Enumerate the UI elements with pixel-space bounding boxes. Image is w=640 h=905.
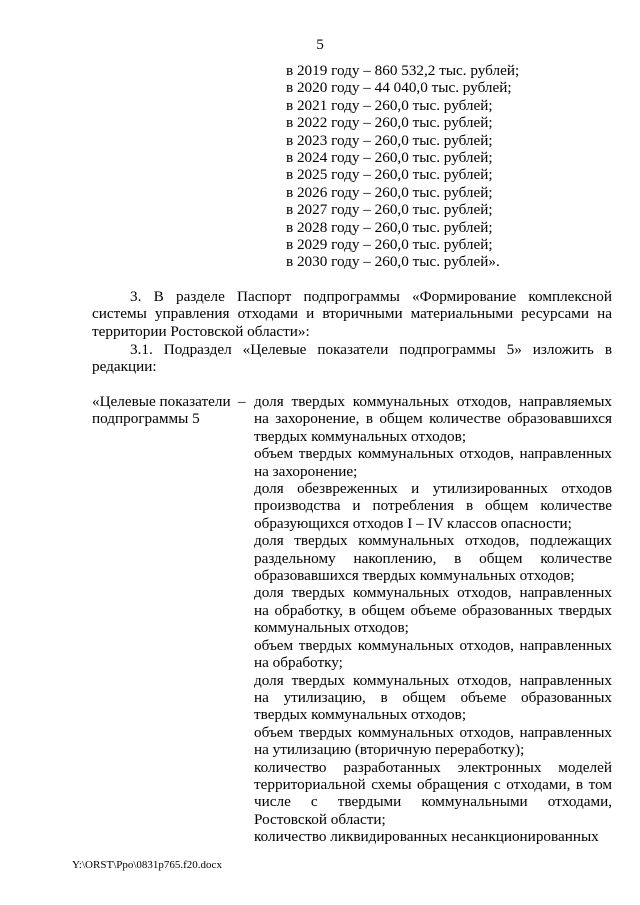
funding-line: в 2019 году – 860 532,2 тыс. рублей; (286, 62, 520, 79)
indicator-item: доля твердых коммунальных отходов, направленных на обработку, в общем объеме образованных твердых коммунальных отходов; (254, 584, 612, 637)
footer-file-path: Y:\ORST\Ppo\0831p765.f20.docx (72, 859, 222, 871)
funding-line: в 2030 году – 260,0 тыс. рублей». (286, 253, 500, 271)
indicator-item: доля обезвреженных и утилизированных отходов производства и потребления в общем количестве образующихся отходов I – IV классов опасности; (254, 480, 612, 532)
indicator-item: объем твердых коммунальных отходов, направленных на обработку; (254, 636, 612, 672)
funding-line: в 2022 году – 260,0 тыс. рублей; (286, 114, 493, 132)
funding-line: в 2021 году – 260,0 тыс. рублей; (286, 96, 493, 114)
funding-line: в 2025 году – 260,0 тыс. рублей; (286, 166, 493, 184)
funding-line: в 2023 году – 260,0 тыс. рублей; (286, 131, 493, 149)
funding-line: в 2028 году – 260,0 тыс. рублей; (286, 218, 493, 236)
page-number: 5 (316, 36, 324, 53)
indicator-item: объем твердых коммунальных отходов, направленных на утилизацию (вторичную переработку); (254, 723, 612, 759)
indicator-item: доля твердых коммунальных отходов, подлежащих раздельному накоплению, в общем количестве образовавшихся твердых коммунальных отходов; (254, 532, 612, 585)
passport-dash: – (238, 393, 246, 410)
funding-line: в 2027 году – 260,0 тыс. рублей; (286, 201, 493, 219)
indicator-item: доля твердых коммунальных отходов, направляемых на захоронение, в общем количестве образовавшихся твердых коммунальных отходов; (254, 393, 612, 445)
funding-line: в 2029 году – 260,0 тыс. рублей; (286, 235, 493, 253)
indicator-item: количество разработанных электронных моделей территориальной схемы обращения с отходами, в том числе с твердыми коммунальными отходами, Ростовской области; (254, 758, 612, 828)
indicator-item: количество ликвидированных несанкционированных (254, 828, 599, 846)
funding-line: в 2026 году – 260,0 тыс. рублей; (286, 183, 493, 201)
target-indicators-list (254, 393, 612, 846)
indicator-item: доля твердых коммунальных отходов, направленных на утилизацию, в общем объеме образованных твердых коммунальных отходов; (254, 671, 612, 724)
subsection-3-1-paragraph: 3.1. Подраздел «Целевые показатели подпрограммы 5» изложить в редакции: (92, 341, 612, 376)
passport-label: «Целевые показатели подпрограммы 5 (92, 393, 231, 428)
section-3-paragraph: 3. В разделе Паспорт подпрограммы «Формирование комплексной системы управления отходами и вторичными материальными ресурсами на территории Ростовской области»: (92, 288, 612, 340)
funding-line: в 2020 году – 44 040,0 тыс. рублей; (286, 79, 512, 97)
funding-by-year-list (286, 62, 519, 271)
indicator-item: объем твердых коммунальных отходов, направленных на захоронение; (254, 445, 612, 480)
funding-line: в 2024 году – 260,0 тыс. рублей; (286, 148, 493, 166)
